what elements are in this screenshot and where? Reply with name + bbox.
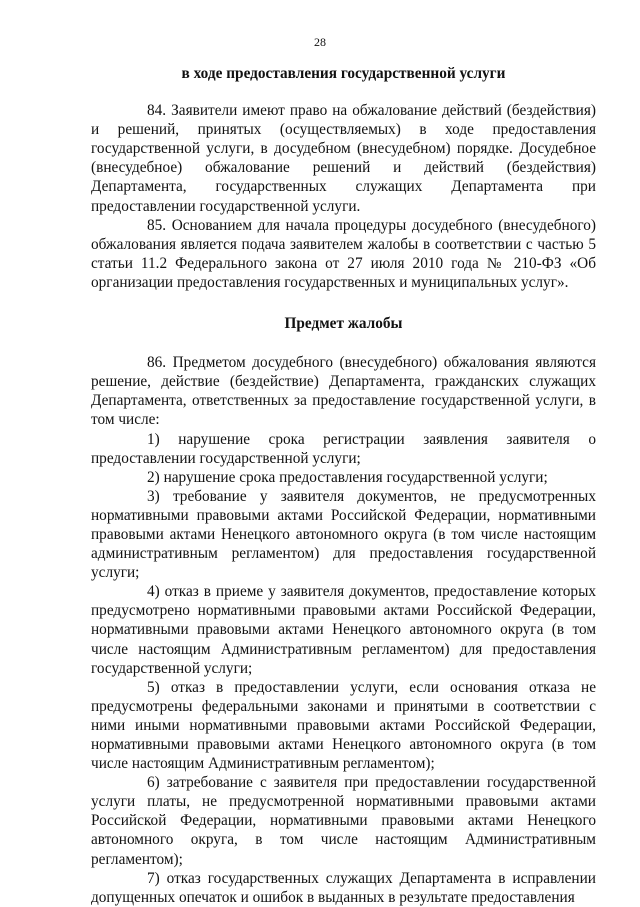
paragraph-84: 84. Заявители имеют право на обжалование действий (бездействия) и решений, принятых (осуществляемых) в ходе предоставления государственной услуги, в досудебном (внесудебном) порядке. Досудебное (внесудебное) обжалование решений и действий (бездействия) Департамента, государственных служащих Департамента при предоставлении государственной услуги. xyxy=(91,102,596,215)
list-item-2: 2) нарушение срока предоставления государственной услуги; xyxy=(147,468,548,486)
list-item-6: 6) затребование с заявителя при предоставлении государственной услуги платы, не предусмотренной нормативными правовыми актами Российской Федерации, нормативными правовыми актами Ненецкого автономного округа, в том числе настоящим Административным регламентом); xyxy=(91,774,596,868)
section-heading-subject: Предмет жалобы xyxy=(284,315,403,333)
list-item-5: 5) отказ в предоставлении услуги, если основания отказа не предусмотрены федеральными законами и принятыми в соответствии с ними иными нормативными правовыми актами Российской Федерации, нормативными правовыми актами Ненецкого автономного округа (в том числе настоящим Административным регламентом); xyxy=(91,678,596,773)
section-heading-procedure: в ходе предоставления государственной услуги xyxy=(181,65,506,82)
list-item-1: 1) нарушение срока регистрации заявления заявителя о предоставлении государственной услуги; xyxy=(91,430,596,467)
list-item-4: 4) отказ в приеме у заявителя документов, предоставление которых предусмотрено нормативными правовыми актами Российской Федерации, нормативными правовыми актами Ненецкого автономного округа (в том числе настоящим Административным регламентом) для предоставления государственной услуги; xyxy=(91,583,596,677)
paragraph-86: 86. Предметом досудебного (внесудебного) обжалования являются решение, действие (бездействие) Департамента, гражданских служащих Департамента, ответственных за предоставление государственной услуги, в том числе: xyxy=(91,354,596,429)
list-item-3: 3) требование у заявителя документов, не предусмотренных нормативными правовыми актами Российской Федерации, нормативными правовыми актами Ненецкого автономного округа (в том числе настоящим административным регламентом) для предоставления государственной услуги; xyxy=(91,487,596,582)
paragraph-85: 85. Основанием для начала процедуры досудебного (внесудебного) обжалования является подача заявителем жалобы в соответствии с частью 5 статьи 11.2 Федерального закона от 27 июля 2010 года № 210-ФЗ «Об организации предоставления государственных и муниципальных услуг». xyxy=(91,216,596,291)
list-item-7: 7) отказ государственных служащих Департамента в исправлении допущенных опечаток и ошибок в выданных в результате предоставления xyxy=(91,869,596,906)
document-body xyxy=(91,64,596,907)
page-number: 28 xyxy=(314,35,326,49)
